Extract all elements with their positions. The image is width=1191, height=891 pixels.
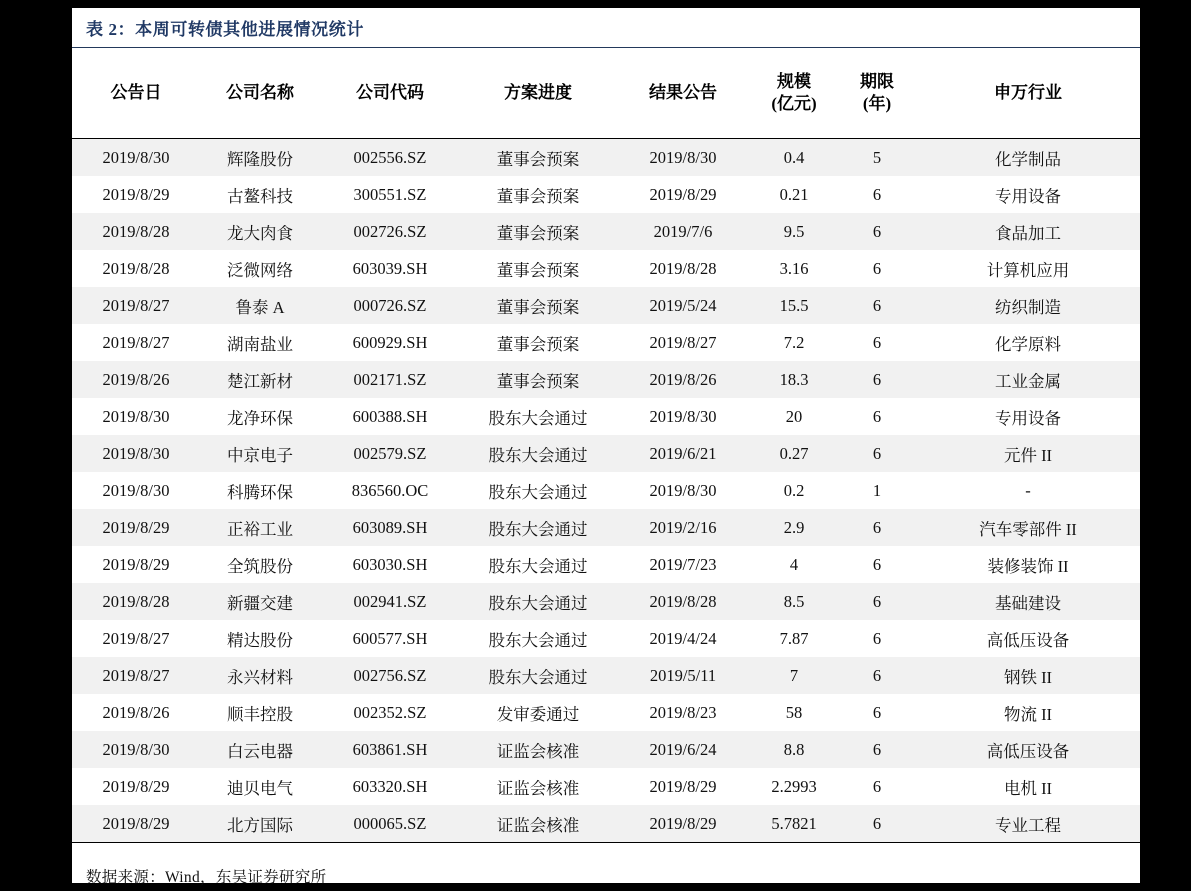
cell-date: 2019/8/30 [72, 398, 200, 435]
table-row [72, 805, 1140, 843]
table-row [72, 509, 1140, 546]
cell-name: 鲁泰 A [200, 287, 320, 324]
cell-scale: 5.7821 [750, 805, 838, 843]
table-title: 表 2：本周可转债其他进展情况统计 [86, 20, 364, 39]
cell-name: 正裕工业 [200, 509, 320, 546]
cell-industry: 汽车零部件 II [916, 509, 1140, 546]
cell-date: 2019/8/27 [72, 657, 200, 694]
cell-industry: 化学制品 [916, 139, 1140, 177]
cell-term: 6 [838, 324, 916, 361]
table-row [72, 250, 1140, 287]
table-row [72, 694, 1140, 731]
cell-name: 科腾环保 [200, 472, 320, 509]
table-sheet [72, 8, 1140, 886]
column-header-scale-unit: (亿元) [771, 94, 817, 113]
cell-scale: 4 [750, 546, 838, 583]
cell-industry: 高低压设备 [916, 731, 1140, 768]
cell-scale: 0.27 [750, 435, 838, 472]
cell-code: 600388.SH [320, 398, 460, 435]
cell-result: 2019/5/24 [616, 287, 750, 324]
cell-name: 顺丰控股 [200, 694, 320, 731]
convertible-bond-progress-table [72, 48, 1140, 843]
cell-code: 000065.SZ [320, 805, 460, 843]
cell-result: 2019/8/30 [616, 472, 750, 509]
cell-term: 6 [838, 287, 916, 324]
cell-result: 2019/8/29 [616, 768, 750, 805]
cell-term: 6 [838, 768, 916, 805]
cell-code: 603861.SH [320, 731, 460, 768]
table-row [72, 287, 1140, 324]
column-header-result-date-label: 结果公告 [649, 83, 717, 103]
cell-result: 2019/8/30 [616, 139, 750, 177]
cell-code: 002352.SZ [320, 694, 460, 731]
column-header-scale [750, 48, 838, 139]
cell-name: 全筑股份 [200, 546, 320, 583]
table-body [72, 139, 1140, 843]
cell-result: 2019/4/24 [616, 620, 750, 657]
cell-date: 2019/8/30 [72, 472, 200, 509]
cell-date: 2019/8/29 [72, 176, 200, 213]
cell-term: 6 [838, 805, 916, 843]
cell-result: 2019/8/29 [616, 176, 750, 213]
cell-scale: 0.4 [750, 139, 838, 177]
cell-scale: 7.87 [750, 620, 838, 657]
cell-result: 2019/5/11 [616, 657, 750, 694]
table-row [72, 398, 1140, 435]
table-row [72, 324, 1140, 361]
table-row [72, 472, 1140, 509]
cell-term: 1 [838, 472, 916, 509]
column-header-industry [916, 48, 1140, 139]
cell-code: 002171.SZ [320, 361, 460, 398]
cell-industry: 工业金属 [916, 361, 1140, 398]
cell-stage: 股东大会通过 [460, 509, 616, 546]
column-header-stage-label: 方案进度 [504, 83, 572, 103]
cell-code: 603089.SH [320, 509, 460, 546]
cell-name: 白云电器 [200, 731, 320, 768]
cell-stage: 股东大会通过 [460, 583, 616, 620]
cell-industry: 食品加工 [916, 213, 1140, 250]
cell-name: 精达股份 [200, 620, 320, 657]
column-header-result-date [616, 48, 750, 139]
cell-code: 600577.SH [320, 620, 460, 657]
cell-result: 2019/8/26 [616, 361, 750, 398]
cell-term: 6 [838, 546, 916, 583]
table-row [72, 139, 1140, 177]
cell-scale: 0.2 [750, 472, 838, 509]
column-header-industry-label: 申万行业 [994, 83, 1062, 103]
cell-stage: 董事会预案 [460, 213, 616, 250]
cell-name: 湖南盐业 [200, 324, 320, 361]
cell-scale: 18.3 [750, 361, 838, 398]
cell-stage: 发审委通过 [460, 694, 616, 731]
cell-name: 中京电子 [200, 435, 320, 472]
cell-result: 2019/8/28 [616, 583, 750, 620]
cell-stage: 证监会核准 [460, 805, 616, 843]
column-header-scale-label: 规模 [777, 72, 811, 92]
cell-term: 6 [838, 250, 916, 287]
cell-code: 000726.SZ [320, 287, 460, 324]
cell-name: 古鳌科技 [200, 176, 320, 213]
cell-stage: 董事会预案 [460, 287, 616, 324]
cell-result: 2019/7/6 [616, 213, 750, 250]
cell-date: 2019/8/29 [72, 509, 200, 546]
cell-industry: 装修装饰 II [916, 546, 1140, 583]
cell-date: 2019/8/26 [72, 361, 200, 398]
cell-stage: 董事会预案 [460, 176, 616, 213]
cell-industry: 专业工程 [916, 805, 1140, 843]
cell-result: 2019/8/29 [616, 805, 750, 843]
table-row [72, 731, 1140, 768]
cell-industry: - [916, 472, 1140, 509]
cell-term: 6 [838, 620, 916, 657]
cell-scale: 8.8 [750, 731, 838, 768]
cell-date: 2019/8/29 [72, 805, 200, 843]
table-row [72, 620, 1140, 657]
cell-term: 6 [838, 361, 916, 398]
data-source-note: 数据来源：Wind，东吴证券研究所 [86, 869, 327, 886]
cell-industry: 物流 II [916, 694, 1140, 731]
cell-term: 6 [838, 657, 916, 694]
cell-name: 永兴材料 [200, 657, 320, 694]
cell-result: 2019/8/30 [616, 398, 750, 435]
cell-industry: 基础建设 [916, 583, 1140, 620]
cell-industry: 化学原料 [916, 324, 1140, 361]
table-row [72, 546, 1140, 583]
cell-term: 6 [838, 509, 916, 546]
cell-name: 北方国际 [200, 805, 320, 843]
cell-term: 6 [838, 435, 916, 472]
table-row [72, 176, 1140, 213]
cell-term: 6 [838, 176, 916, 213]
table-row [72, 768, 1140, 805]
cell-stage: 董事会预案 [460, 324, 616, 361]
column-header-company-name [200, 48, 320, 139]
cell-code: 002726.SZ [320, 213, 460, 250]
cell-code: 600929.SH [320, 324, 460, 361]
cell-scale: 7.2 [750, 324, 838, 361]
cell-term: 5 [838, 139, 916, 177]
cell-stage: 股东大会通过 [460, 435, 616, 472]
column-header-date-label: 公告日 [110, 83, 162, 103]
cell-industry: 专用设备 [916, 398, 1140, 435]
cell-stage: 董事会预案 [460, 250, 616, 287]
table-row [72, 657, 1140, 694]
cell-stage: 股东大会通过 [460, 398, 616, 435]
cell-date: 2019/8/27 [72, 620, 200, 657]
cell-date: 2019/8/30 [72, 731, 200, 768]
cell-scale: 9.5 [750, 213, 838, 250]
cell-date: 2019/8/26 [72, 694, 200, 731]
cell-date: 2019/8/28 [72, 213, 200, 250]
cell-code: 002556.SZ [320, 139, 460, 177]
cell-stage: 证监会核准 [460, 768, 616, 805]
cell-stage: 股东大会通过 [460, 620, 616, 657]
cell-industry: 专用设备 [916, 176, 1140, 213]
cell-result: 2019/2/16 [616, 509, 750, 546]
cell-industry: 高低压设备 [916, 620, 1140, 657]
cell-result: 2019/8/27 [616, 324, 750, 361]
cell-date: 2019/8/28 [72, 583, 200, 620]
column-header-date [72, 48, 200, 139]
cell-date: 2019/8/30 [72, 139, 200, 177]
cell-code: 603320.SH [320, 768, 460, 805]
table-title-bar [72, 8, 1140, 48]
cell-result: 2019/7/23 [616, 546, 750, 583]
cell-name: 泛微网络 [200, 250, 320, 287]
cell-date: 2019/8/27 [72, 324, 200, 361]
cell-result: 2019/6/21 [616, 435, 750, 472]
cell-stage: 股东大会通过 [460, 657, 616, 694]
cell-code: 002579.SZ [320, 435, 460, 472]
cell-industry: 纺织制造 [916, 287, 1140, 324]
cell-industry: 电机 II [916, 768, 1140, 805]
cell-date: 2019/8/28 [72, 250, 200, 287]
column-header-term [838, 48, 916, 139]
cell-date: 2019/8/29 [72, 546, 200, 583]
cell-name: 迪贝电气 [200, 768, 320, 805]
cell-name: 楚江新材 [200, 361, 320, 398]
cell-scale: 0.21 [750, 176, 838, 213]
cell-industry: 钢铁 II [916, 657, 1140, 694]
cell-name: 龙净环保 [200, 398, 320, 435]
cell-result: 2019/8/28 [616, 250, 750, 287]
cell-code: 002941.SZ [320, 583, 460, 620]
cell-term: 6 [838, 583, 916, 620]
cell-date: 2019/8/29 [72, 768, 200, 805]
cell-result: 2019/6/24 [616, 731, 750, 768]
cell-code: 836560.OC [320, 472, 460, 509]
table-row [72, 435, 1140, 472]
cell-term: 6 [838, 213, 916, 250]
cell-term: 6 [838, 694, 916, 731]
cell-term: 6 [838, 398, 916, 435]
cell-scale: 7 [750, 657, 838, 694]
cell-stage: 证监会核准 [460, 731, 616, 768]
column-header-term-label: 期限 [860, 72, 894, 92]
cell-result: 2019/8/23 [616, 694, 750, 731]
cell-code: 603039.SH [320, 250, 460, 287]
cell-scale: 58 [750, 694, 838, 731]
cell-code: 300551.SZ [320, 176, 460, 213]
cell-scale: 3.16 [750, 250, 838, 287]
cell-name: 新疆交建 [200, 583, 320, 620]
column-header-stage [460, 48, 616, 139]
cell-stage: 股东大会通过 [460, 546, 616, 583]
column-header-company-code-label: 公司代码 [356, 83, 424, 103]
cell-industry: 元件 II [916, 435, 1140, 472]
cell-date: 2019/8/30 [72, 435, 200, 472]
cell-term: 6 [838, 731, 916, 768]
table-row [72, 583, 1140, 620]
cell-stage: 股东大会通过 [460, 472, 616, 509]
cell-stage: 董事会预案 [460, 139, 616, 177]
cell-code: 603030.SH [320, 546, 460, 583]
cell-scale: 15.5 [750, 287, 838, 324]
table-header [72, 48, 1140, 139]
cell-code: 002756.SZ [320, 657, 460, 694]
cell-name: 龙大肉食 [200, 213, 320, 250]
column-header-company-code [320, 48, 460, 139]
column-header-term-unit: (年) [862, 94, 892, 113]
cell-industry: 计算机应用 [916, 250, 1140, 287]
cell-scale: 20 [750, 398, 838, 435]
table-row [72, 213, 1140, 250]
cell-scale: 8.5 [750, 583, 838, 620]
cell-stage: 董事会预案 [460, 361, 616, 398]
column-header-company-name-label: 公司名称 [226, 83, 294, 103]
table-row [72, 361, 1140, 398]
cell-name: 辉隆股份 [200, 139, 320, 177]
cell-scale: 2.9 [750, 509, 838, 546]
table-header-row [72, 48, 1140, 139]
cell-scale: 2.2993 [750, 768, 838, 805]
cell-date: 2019/8/27 [72, 287, 200, 324]
